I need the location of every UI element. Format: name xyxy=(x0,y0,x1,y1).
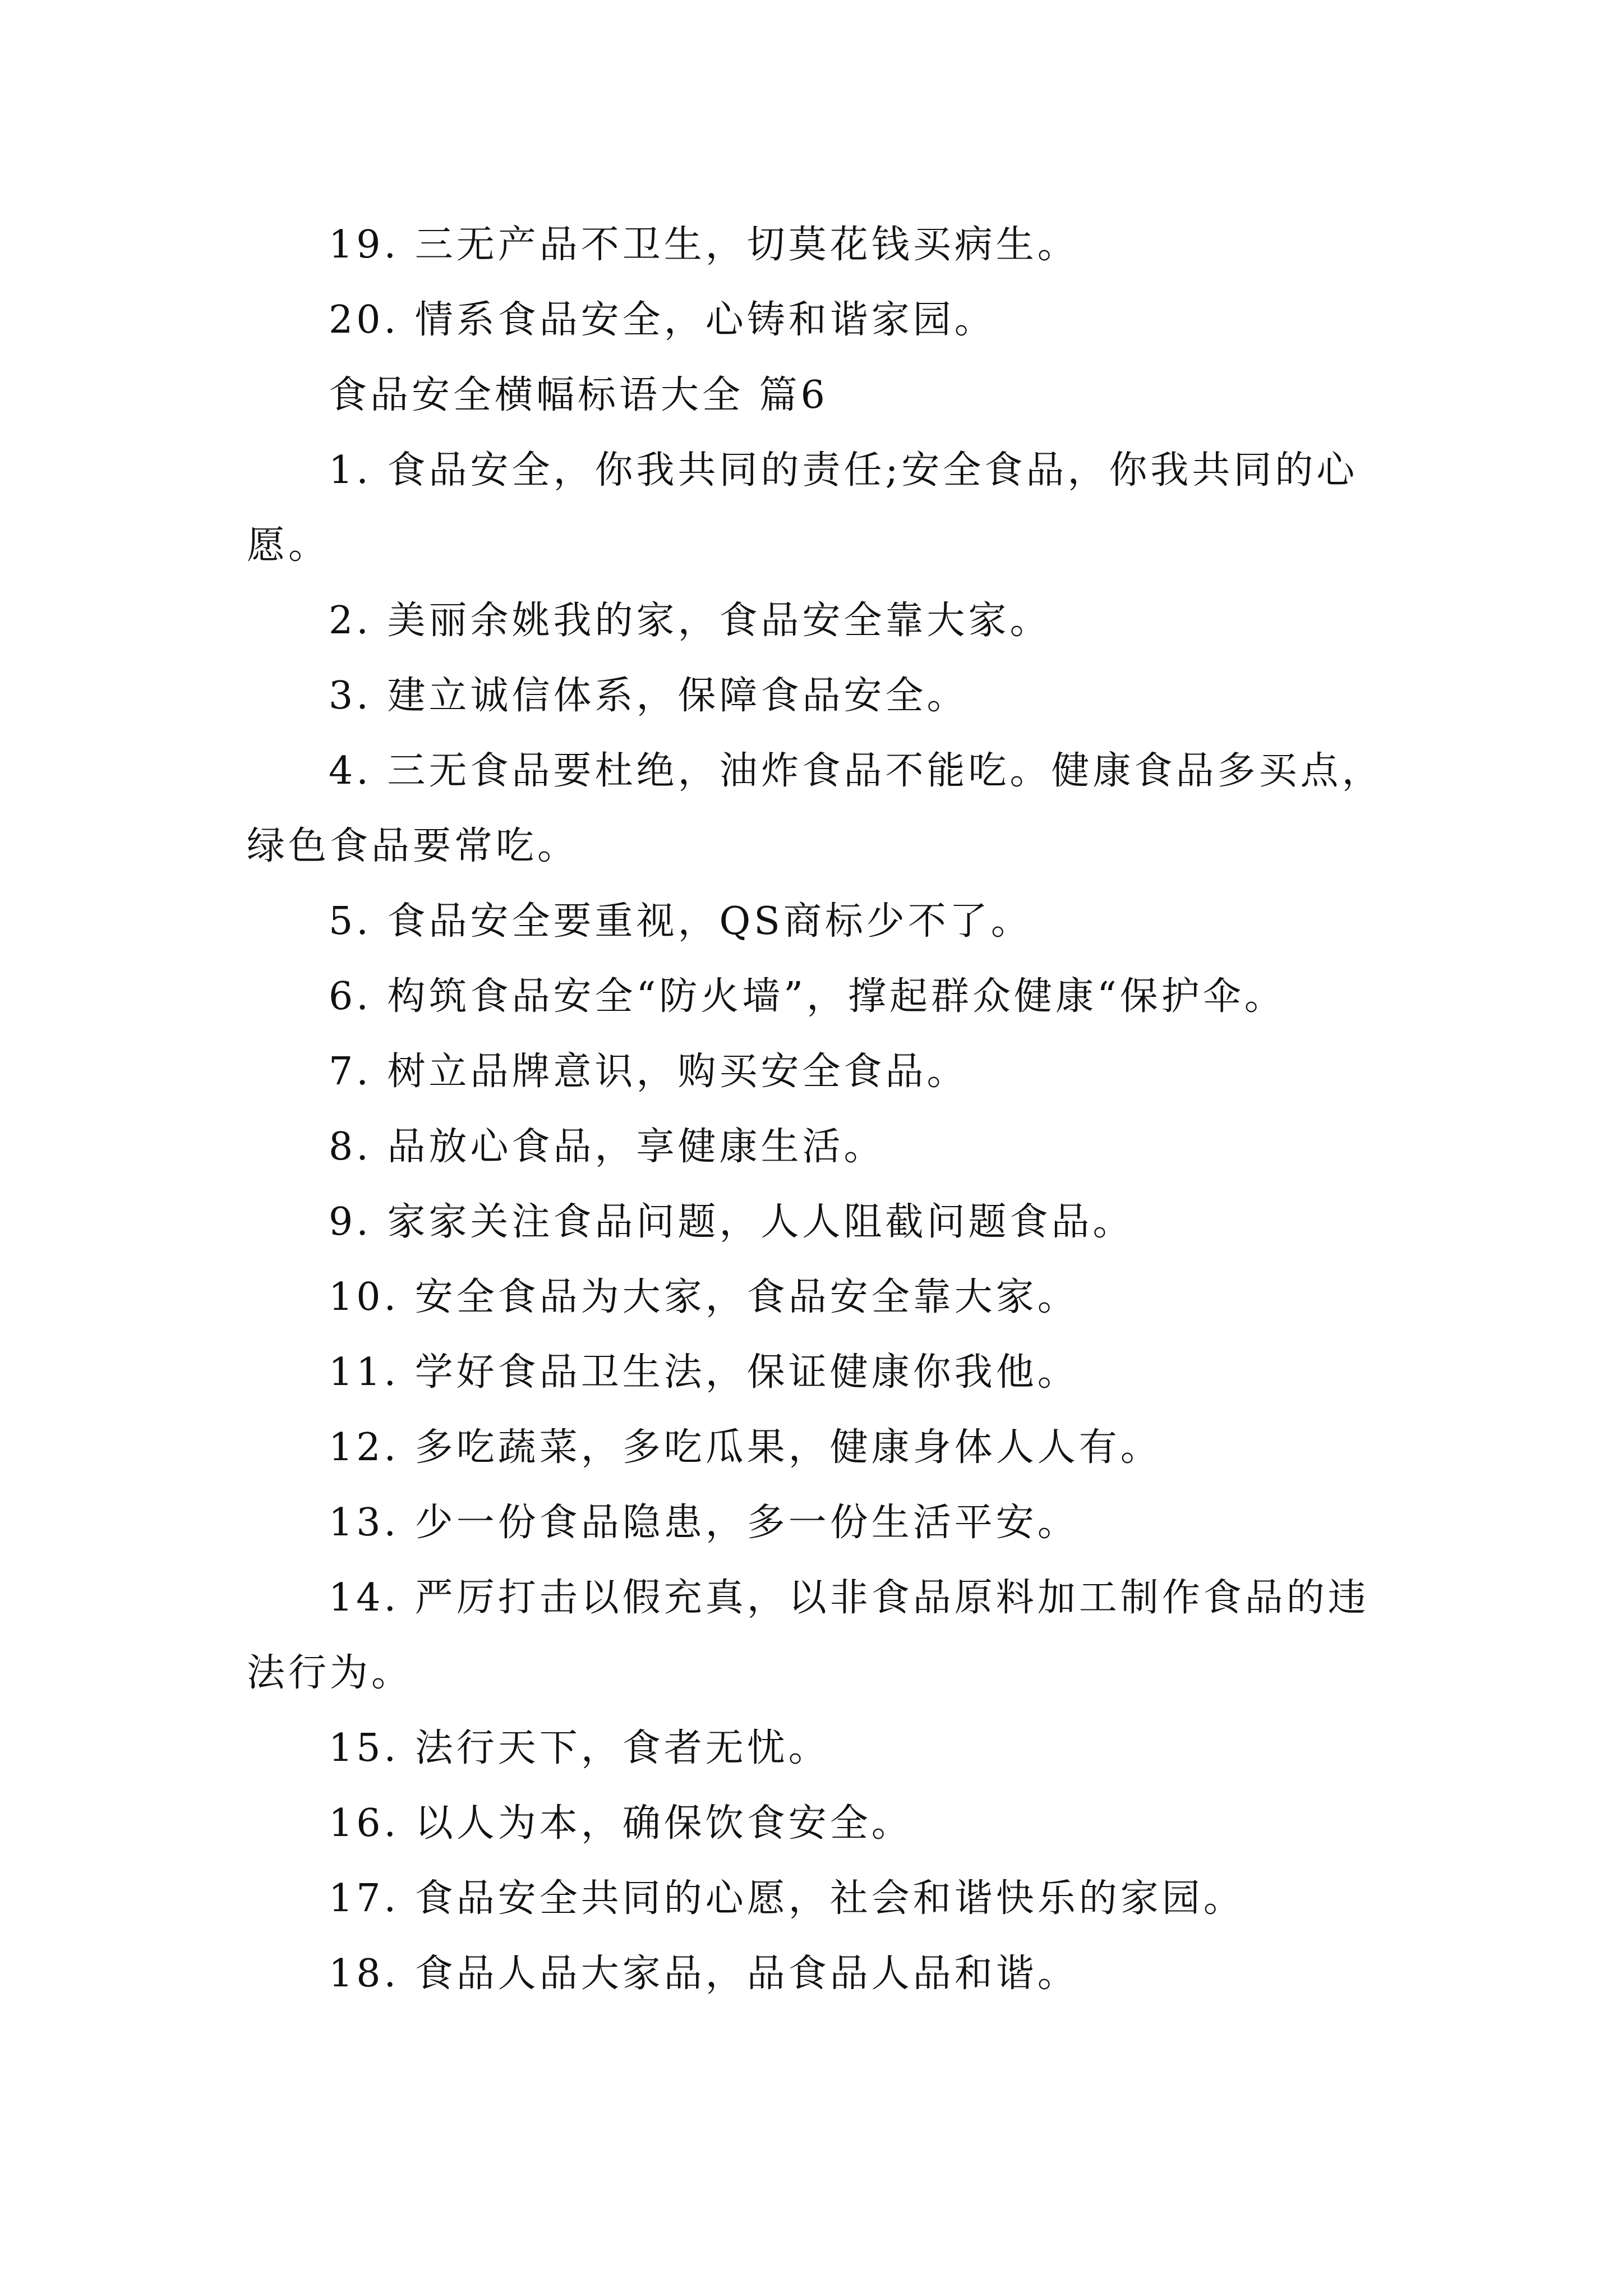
slogan-17: 17. 食品安全共同的心愿，社会和谐快乐的家园。 xyxy=(329,1876,1245,1921)
slogan-4: 4. 三无食品要杜绝，油炸食品不能吃。健康食品多买点，绿色食品要常吃。 xyxy=(247,749,1384,868)
slogan-11: 11. 学好食品卫生法，保证健康你我他。 xyxy=(329,1350,1079,1395)
slogan-9: 9. 家家关注食品问题，人人阻截问题食品。 xyxy=(329,1200,1135,1244)
slogan-12: 12. 多吃蔬菜，多吃瓜果，健康身体人人有。 xyxy=(329,1425,1162,1470)
document-body xyxy=(247,208,1391,2012)
slogan-13: 13. 少一份食品隐患，多一份生活平安。 xyxy=(329,1501,1079,1545)
section-heading: 食品安全横幅标语大全 篇6 xyxy=(329,373,828,417)
slogan-5: 5. 食品安全要重视，QS商标少不了。 xyxy=(329,899,1032,944)
slogan-15: 15. 法行天下，食者无忧。 xyxy=(329,1726,830,1770)
slogan-10: 10. 安全食品为大家，食品安全靠大家。 xyxy=(329,1275,1079,1319)
slogan-18: 18. 食品人品大家品，品食品人品和谐。 xyxy=(329,1952,1079,1996)
slogan-8: 8. 品放心食品，享健康生活。 xyxy=(329,1125,886,1169)
slogan-2: 2. 美丽余姚我的家，食品安全靠大家。 xyxy=(329,599,1052,643)
slogan-7: 7. 树立品牌意识，购买安全食品。 xyxy=(329,1050,969,1094)
slogan-14: 14. 严厉打击以假充真，以非食品原料加工制作食品的违法行为。 xyxy=(247,1576,1370,1695)
slogan-19: 19. 三无产品不卫生，切莫花钱买病生。 xyxy=(329,223,1079,267)
slogan-6: 6. 构筑食品安全“防火墙”，撑起群众健康“保护伞。 xyxy=(329,974,1286,1019)
slogan-16: 16. 以人为本，确保饮食安全。 xyxy=(329,1801,913,1846)
slogan-1: 1. 食品安全，你我共同的责任;安全食品，你我共同的心愿。 xyxy=(247,448,1358,568)
slogan-3: 3. 建立诚信体系，保障食品安全。 xyxy=(329,674,969,718)
slogan-20: 20. 情系食品安全，心铸和谐家园。 xyxy=(329,298,996,342)
